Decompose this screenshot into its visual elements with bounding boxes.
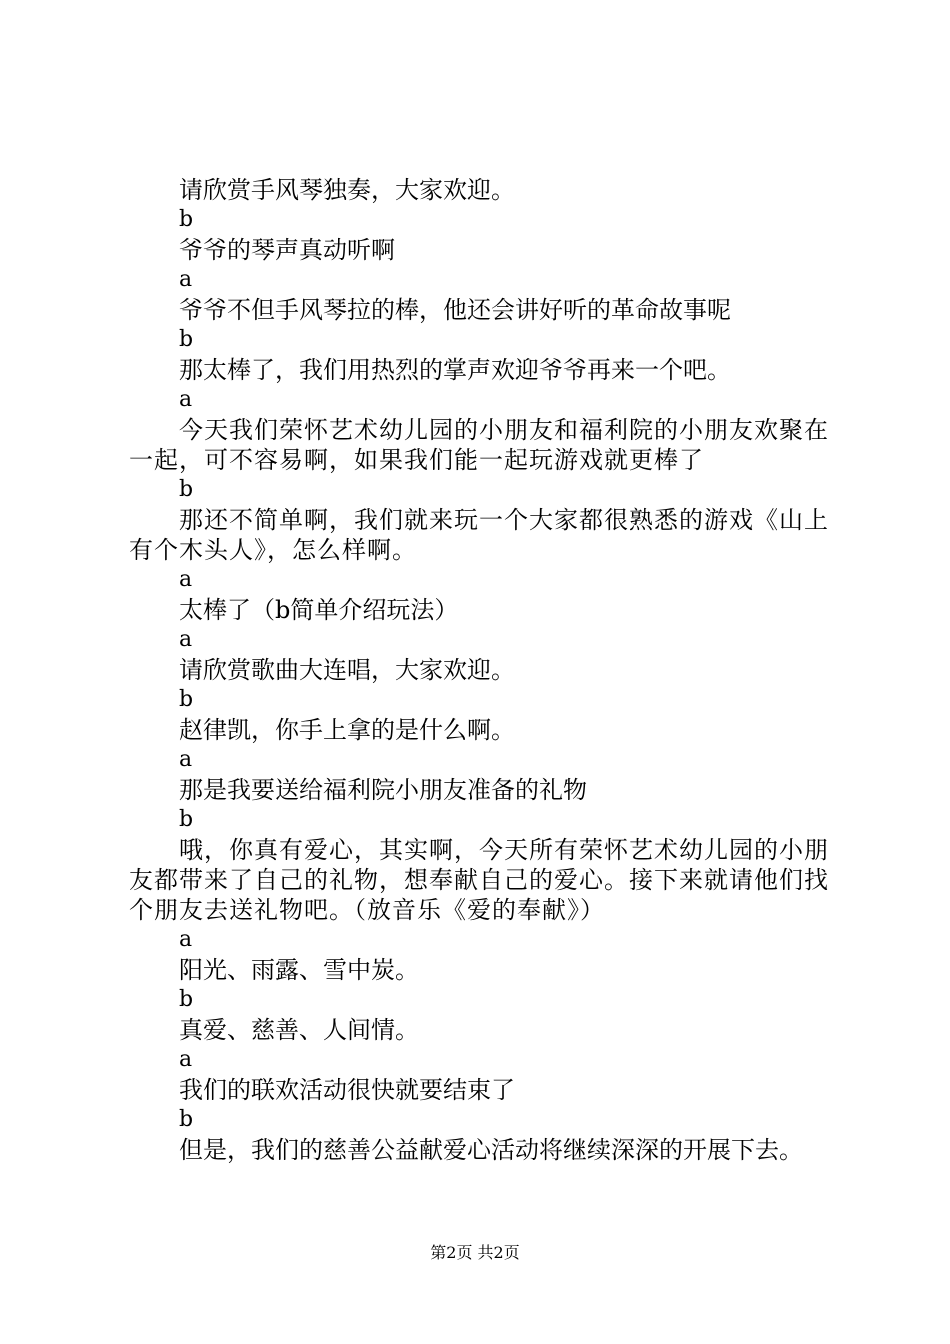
- dialogue-line: 赵律凯，你手上拿的是什么啊。: [179, 716, 515, 744]
- speaker-label: b: [179, 987, 194, 1012]
- speaker-label: a: [179, 627, 193, 652]
- page-footer: 第2页 共2页: [430, 1243, 520, 1262]
- dialogue-line: 我们的联欢活动很快就要结束了: [179, 1076, 515, 1104]
- dialogue-line: 但是，我们的慈善公益献爱心活动将继续深深的开展下去。: [179, 1136, 803, 1164]
- dialogue-line: 真爱、慈善、人间情。: [179, 1016, 419, 1044]
- dialogue-line: 今天我们荣怀艺术幼儿园的小朋友和福利院的小朋友欢聚在一起，可不容易啊，如果我们能一起玩游戏就更棒了: [129, 416, 829, 474]
- dialogue-line: 爷爷的琴声真动听啊: [179, 236, 395, 264]
- dialogue-line: 那太棒了，我们用热烈的掌声欢迎爷爷再来一个吧。: [179, 356, 731, 384]
- dialogue-line: 请欣赏歌曲大连唱，大家欢迎。: [179, 656, 515, 684]
- dialogue-line: 爷爷不但手风琴拉的棒，他还会讲好听的革命故事呢: [179, 296, 731, 324]
- speaker-label: a: [179, 747, 193, 772]
- dialogue-line: 请欣赏手风琴独奏，大家欢迎。: [179, 176, 515, 204]
- speaker-label: a: [179, 927, 193, 952]
- dialogue-line: 阳光、雨露、雪中炭。: [179, 956, 419, 984]
- speaker-label: a: [179, 567, 193, 592]
- speaker-label: b: [179, 687, 194, 712]
- speaker-label: b: [179, 327, 194, 352]
- dialogue-line: 那是我要送给福利院小朋友准备的礼物: [179, 776, 587, 804]
- dialogue-line: 那还不简单啊，我们就来玩一个大家都很熟悉的游戏《山上有个木头人》，怎么样啊。: [129, 506, 829, 564]
- speaker-label: a: [179, 1047, 193, 1072]
- speaker-label: b: [179, 807, 194, 832]
- document-body: [129, 175, 834, 1165]
- dialogue-line: 太棒了（b简单介绍玩法）: [179, 596, 459, 624]
- speaker-label: b: [179, 477, 194, 502]
- speaker-label: a: [179, 387, 193, 412]
- dialogue-line: 哦，你真有爱心，其实啊，今天所有荣怀艺术幼儿园的小朋友都带来了自己的礼物，想奉献自己的爱心。接下来就请他们找个朋友去送礼物吧。（放音乐《爱的奉献》）: [129, 836, 829, 924]
- speaker-label: a: [179, 267, 193, 292]
- speaker-label: b: [179, 1107, 194, 1132]
- speaker-label: b: [179, 207, 194, 232]
